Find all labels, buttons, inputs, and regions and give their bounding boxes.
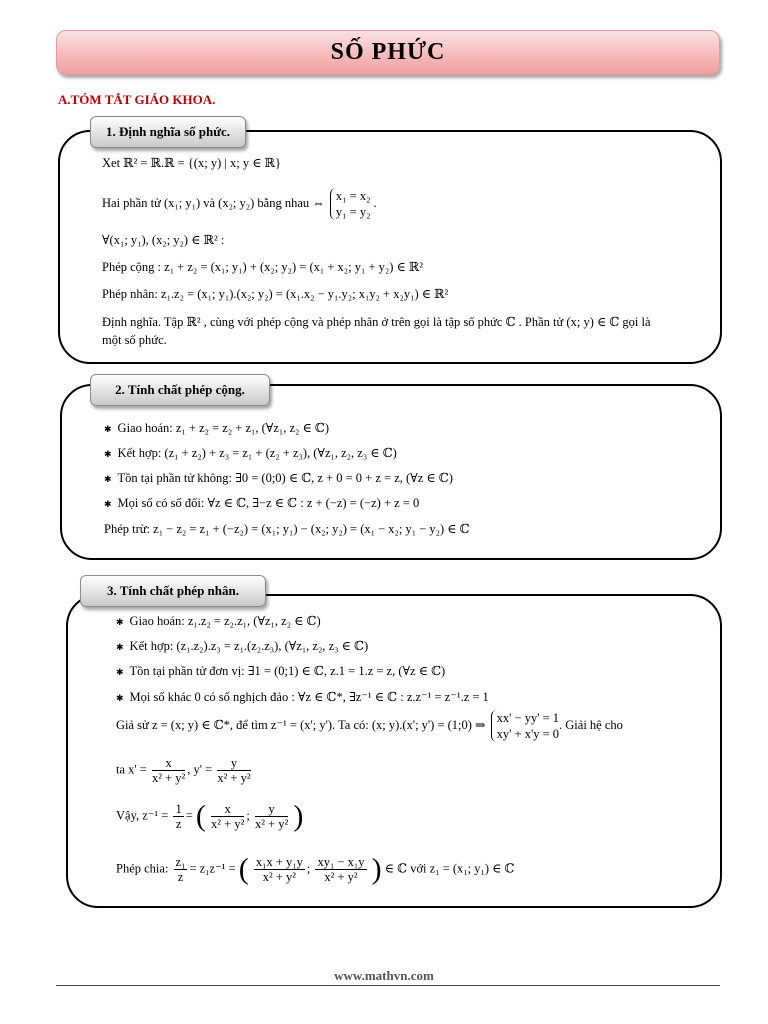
fraction-inverse-x: $\frac{x}{\text{x² + y²}}$	[211, 802, 245, 831]
sec3-item-unit: ✱ Tồn tại phần tử đơn vị: ∃1 = (0;1) ∈ ℂ, z.1 = 1.z = z, (∀z ∈ ℂ)	[116, 664, 446, 678]
section-2-tab: 2. Tính chất phép cộng.	[90, 374, 270, 406]
footer-url: www.mathvn.com	[334, 968, 434, 983]
fraction-inverse-y: $\frac{y}{\text{x² + y²}}$	[254, 802, 289, 831]
sec3-item-associative: ✱ Kết hợp: (z₁.z₂).z₃ = z₁.(z₂.z₃), (∀z₁, z₂, z₃ ∈ ℂ)	[116, 639, 369, 653]
sec1-line-set: Xet ℝ² = ℝ.ℝ = {(x; y) | x; y ∈ ℝ}	[102, 156, 281, 170]
equality-system: x₁ = x₂ y₁ = y₂	[330, 188, 371, 220]
sec3-line-division: Phép chia: $\frac{\text{z₁}}{z}$ = z₁z⁻¹ = ( $\frac{\text{x₁x + y₁y}}{\text{x² + y²}}$ ; $\frac{\text{xy₁ − x₁y}}{\text{x² + y²}}$ ) ∈ ℂ với z₁ = (x₁; y₁) ∈ ℂ	[116, 852, 515, 886]
fraction-one-over-z: $\frac{1}{z}$	[175, 802, 182, 831]
fraction-division-real: $\frac{\text{x₁x + y₁y}}{\text{x² + y²}}$	[255, 855, 303, 884]
sec1-line-addition: Phép cộng : z₁ + z₂ = (x₁; y₁) + (x₂; y₂) = (x₁ + x₂; y₁ + y₂) ∈ ℝ²	[102, 260, 424, 274]
sec1-line-multiplication: Phép nhân: z₁.z₂ = (x₁; y₁).(x₂; y₂) = (x₁.x₂ − y₁.y₂; x₁y₂ + x₂y₁) ∈ ℝ²	[102, 287, 449, 301]
sec3-item-inverse: ✱ Mọi số khác 0 có số nghịch đảo : ∀z ∈ ℂ*, ∃z⁻¹ ∈ ℂ : z.z⁻¹ = z⁻¹.z = 1	[116, 690, 489, 704]
sec3-item-commutative: ✱ Giao hoán: z₁.z₂ = z₂.z₁, (∀z₁, z₂ ∈ ℂ)	[116, 614, 321, 628]
footer-divider	[56, 985, 720, 986]
section-heading: A.TÓM TẮT GIÁO KHOA.	[58, 92, 216, 107]
inverse-system: xx' − yy' = 1 xy' + x'y = 0	[491, 710, 559, 742]
fraction-y: $\frac{y}{\text{x² + y²}}$	[217, 756, 251, 785]
sec2-item-commutative: ✱ Giao hoán: z₁ + z₂ = z₂ + z₁, (∀z₁, z₂ ∈ ℂ)	[104, 421, 330, 435]
sec2-item-opposite: ✱ Mọi số có số đối: ∀z ∈ ℂ, ∃−z ∈ ℂ : z + (−z) = (−z) + z = 0	[104, 496, 420, 510]
sec3-line-suppose: Giả sử z = (x; y) ∈ ℂ*, để tìm z⁻¹ = (x'; y'). Ta có: (x; y).(x'; y') = (1;0) ⇒ xx' − yy' = 1 xy' + x'y = 0. Giải hệ cho	[116, 711, 623, 741]
sec1-line-equal: Hai phần tử (x₁; y₁) và (x₂; y₂) bằng nhau ⇔ x₁ = x₂ y₁ = y₂ .	[102, 189, 377, 219]
fraction-x: $\frac{x}{\text{x² + y²}}$	[151, 756, 186, 785]
fraction-division-imag: $\frac{\text{xy₁ − x₁y}}{\text{x² + y²}}$	[317, 855, 365, 884]
sec1-line-forall: ∀(x₁; y₁), (x₂; y₂) ∈ ℝ² :	[102, 233, 225, 247]
sec3-line-solution: ta x' = $\frac{x}{\text{x² + y²}}$ , y' = $\frac{y}{\text{x² + y²}}$	[116, 756, 251, 785]
sec3-line-inverse-result: Vậy, z⁻¹ = $\frac{1}{z}$ = ( $\frac{x}{\text{x² + y²}}$ ; $\frac{y}{\text{x² + y²}}$ )	[116, 799, 304, 833]
sec1-line-definition-end: một số phức.	[102, 333, 167, 347]
section-1-tab: 1. Định nghĩa số phức.	[90, 116, 246, 148]
fraction-z1-over-z: $\frac{\text{z₁}}{z}$	[175, 855, 186, 884]
sec2-item-associative: ✱ Kết hợp: (z₁ + z₂) + z₃ = z₁ + (z₂ + z₃), (∀z₁, z₂, z₃ ∈ ℂ)	[104, 446, 397, 460]
sec2-line-subtraction: Phép trừ: z₁ − z₂ = z₁ + (−z₂) = (x₁; y₁) − (x₂; y₂) = (x₁ − x₂; y₁ − y₂) ∈ ℂ	[104, 522, 470, 536]
sec2-item-zero: ✱ Tồn tại phần tử không: ∃0 = (0;0) ∈ ℂ, z + 0 = 0 + z = z, (∀z ∈ ℂ)	[104, 471, 453, 485]
section-3-tab: 3. Tính chất phép nhân.	[80, 575, 266, 607]
page-title: SỐ PHỨC	[330, 39, 446, 65]
sec1-line-definition: Định nghĩa. Tập ℝ² , cùng với phép cộng và phép nhân ở trên gọi là tập số phức ℂ . Phần tử (x; y) ∈ ℂ gọi là	[102, 315, 651, 329]
title-banner	[56, 30, 720, 75]
